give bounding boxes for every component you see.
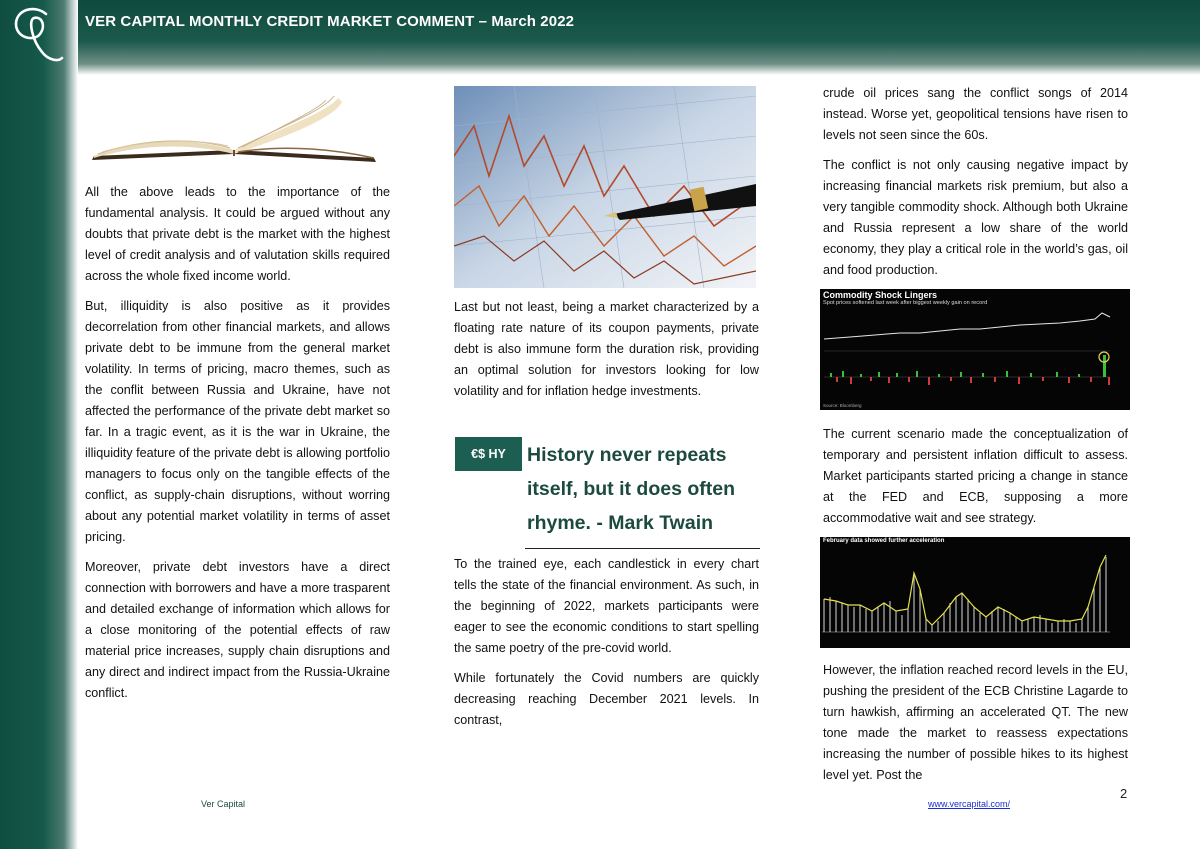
chart2-plot (820, 537, 1130, 648)
page-number: 2 (1120, 786, 1128, 801)
col1-paragraph: But, illiquidity is also positive as it provides decorrelation from other financial markets, and allows private debt to be immune from the general market volatility. In terms of pricing, macro themes, such as the conflit between Russia and Ukraine, have not affected the performance of the private debt market so far. In a tragic event, as it is the war in Ukraine, the illiquidity feature of the private debt is allowing portfolio managers to focus only on the tangible effects of the conflict, as supply-chain disruptions, without worring about any potential market volatility in terms of asset pricing. (85, 299, 390, 544)
inflation-acceleration-chart (820, 537, 1130, 648)
column-3-mid (823, 424, 1128, 538)
col3-paragraph: The current scenario made the conceptualization of temporary and persistent inflation difficult to assess. Market participants started pricing a change in stance at the FED and ECB, supposing a more accommodative wait and see strategy. (823, 427, 1128, 525)
page-title: VER CAPITAL MONTHLY CREDIT MARKET COMMENT – March 2022 (85, 13, 575, 30)
col1-paragraph: Moreover, private debt investors have a direct connection with borrowers and have a more trasparent and detailed exchange of information which allows for a close monitoring of the potential effects of raw material price increases, supply chain disruptions and any direct and indirect impact from the Russia-Ukraine conflict. (85, 560, 390, 700)
chart1-title: Commodity Shock Lingers (823, 290, 938, 300)
col2-paragraph: While fortunately the Covid numbers are quickly decreasing reaching December 2021 levels. In contrast, (454, 671, 759, 727)
column-3-bottom (823, 660, 1128, 795)
hy-badge: €$ HY (455, 437, 522, 471)
col2-paragraph: Last but not least, being a market characterized by a floating rate nature of its coupon payments, private debt is also immune form the duration risk, providing an optimal solution for investors looking for low volatility and for inflation hedge investments. (454, 300, 759, 398)
chart1-plot (820, 289, 1130, 410)
column-1 (85, 182, 390, 713)
footer-company: Ver Capital (201, 799, 246, 809)
chart1-source: Source: Bloomberg (823, 403, 862, 408)
page-header (0, 0, 1200, 75)
open-book-image (88, 92, 380, 166)
col1-paragraph: All the above leads to the importance of the fundamental analysis. It could be argued without any doubts that private debt is the market with the highest level of credit analysis and of valutation skills required across the whole fixed income world. (85, 185, 390, 283)
column-2-body (454, 554, 759, 740)
sidebar-band (0, 0, 78, 849)
column-3-top (823, 83, 1128, 290)
section-quote-heading: History never repeats itself, but it does often rhyme. - Mark Twain (527, 444, 735, 534)
chart1-subtitle: Spot prices softened last week after biggest weekly gain on record (823, 300, 988, 306)
chart2-title: February data showed further acceleration (823, 538, 945, 544)
col2-paragraph: To the trained eye, each candlestick in every chart tells the state of the financial environment. As such, in the beginning of 2022, markets participants were eager to see the economic conditions to start spelling the same poetry of the pre-covid world. (454, 557, 759, 655)
ver-capital-logo-icon (6, 4, 64, 62)
col3-paragraph: The conflict is not only causing negative impact by increasing financial markets risk premium, but also a very tangible commodity shock. Although both Ukraine and Russia represent a low share of the world economy, they play a critical role in the world’s gas, oil and food production. (823, 158, 1128, 277)
col3-paragraph: However, the inflation reached record levels in the EU, pushing the president of the ECB Christine Lagarde to turn hawkish, affirming an accelerated QT. The new tone made the market to reassess expectations increasing the number of possible hikes to its highest level yet. Post the (823, 663, 1128, 782)
commodity-shock-chart (820, 289, 1130, 410)
quote-divider (525, 548, 760, 549)
footer-website-link[interactable]: www.vercapital.com/ (928, 799, 1011, 809)
column-2-top (454, 297, 759, 411)
financial-charts-pen-photo (454, 86, 756, 288)
col3-paragraph: crude oil prices sang the conflict songs of 2014 instead. Worse yet, geopolitical tensions have risen to levels not seen since the 60s. (823, 86, 1128, 142)
